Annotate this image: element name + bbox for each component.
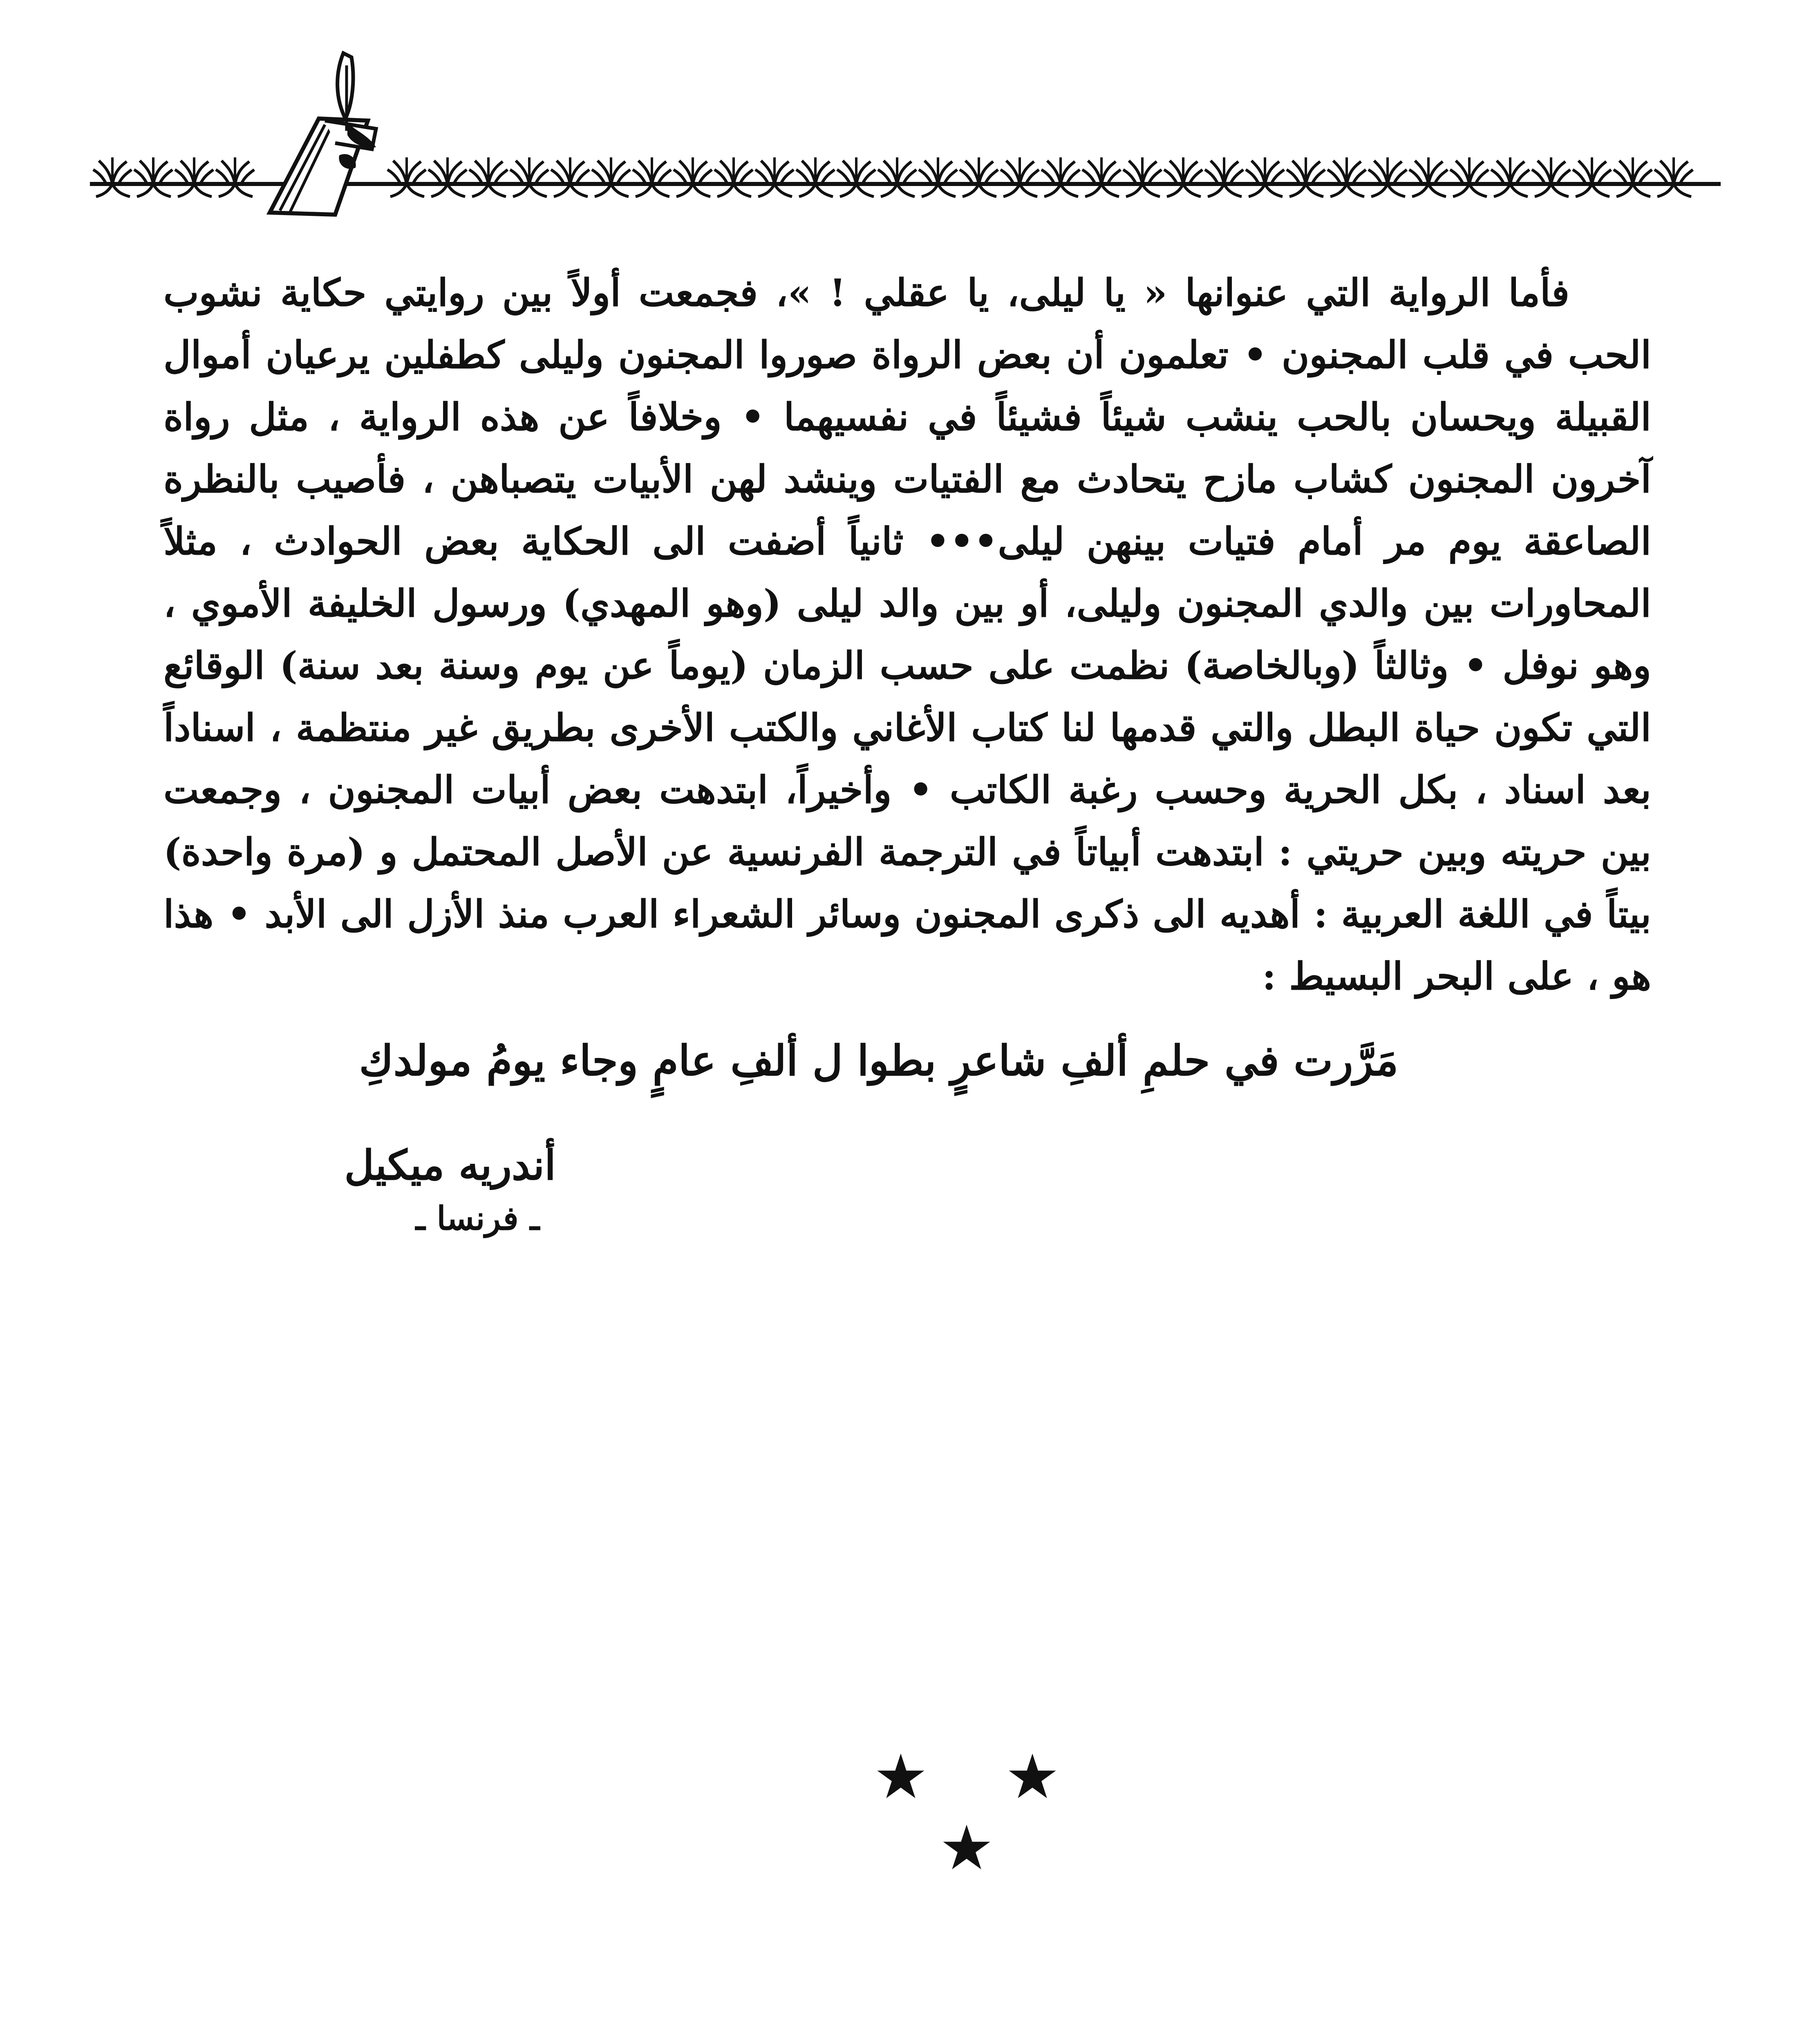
section-separator-stars: ★ ★ ★ xyxy=(873,1741,1089,1884)
poem-verse: مَرَّرت في حلمِ ألفِ شاعرٍ بطوا ل ألفِ عامٍ وجاء يومُ مولدكِ xyxy=(359,1036,1399,1085)
body-text: فأما الرواية التي عنوانها « يا ليلى، يا عقلي ! »، فجمعت أولاً بين روايتي حكاية نشوب الحب في قلب المجنون • تعلمون أن بعض الرواة صوروا المجنون وليلى كطفلين يرعيان أموال القبيلة ويحسان بالحب ينشب شيئاً فشيئاً في نفسيهما • وخلافاً عن هذه الرواية ، مثل رواة آخرون المجنون كشاب مازح يتحادث مع الفتيات وينشد لهن الأبيات يتصباهن ، فأصيب بالنظرة الصاعقة يوم مر أمام فتيات بينهن ليلى••• ثانياً أضفت الى الحكاية بعض الحوادث ، مثلاً المحاورات بين والدي المجنون وليلى، أو بين والد ليلى (وهو المهدي) ورسول الخليفة الأموي ، وهو نوفل • وثالثاً (وبالخاصة) نظمت على حسب الزمان (يوماً عن يوم وسنة بعد سنة) الوقائع التي تكون حياة البطل والتي قدمها لنا كتاب الأغاني والكتب الأخرى بطريق غير منتظمة ، اسناداً بعد اسناد ، بكل الحرية وحسب رغبة الكاتب • وأخيراً، ابتدهت بعض أبيات المجنون ، وجمعت بين حريته وبين حريتي : ابتدهت أبياتاً في الترجمة الفرنسية عن الأصل المحتمل و (مرة واحدة) بيتاً في اللغة العربية : أهديه الى ذكرى المجنون وسائر الشعراء العرب منذ الأزل الى الأبد • هذا هو ، على البحر البسيط : xyxy=(163,271,1651,998)
author-name: أندريه ميكيل xyxy=(344,1141,556,1189)
header-ornament xyxy=(90,49,1721,221)
main-paragraph xyxy=(163,262,1651,1007)
quill-book-icon xyxy=(270,53,376,215)
author-signature xyxy=(229,1136,556,1243)
author-country: ـ فرنسا ـ xyxy=(416,1199,539,1237)
